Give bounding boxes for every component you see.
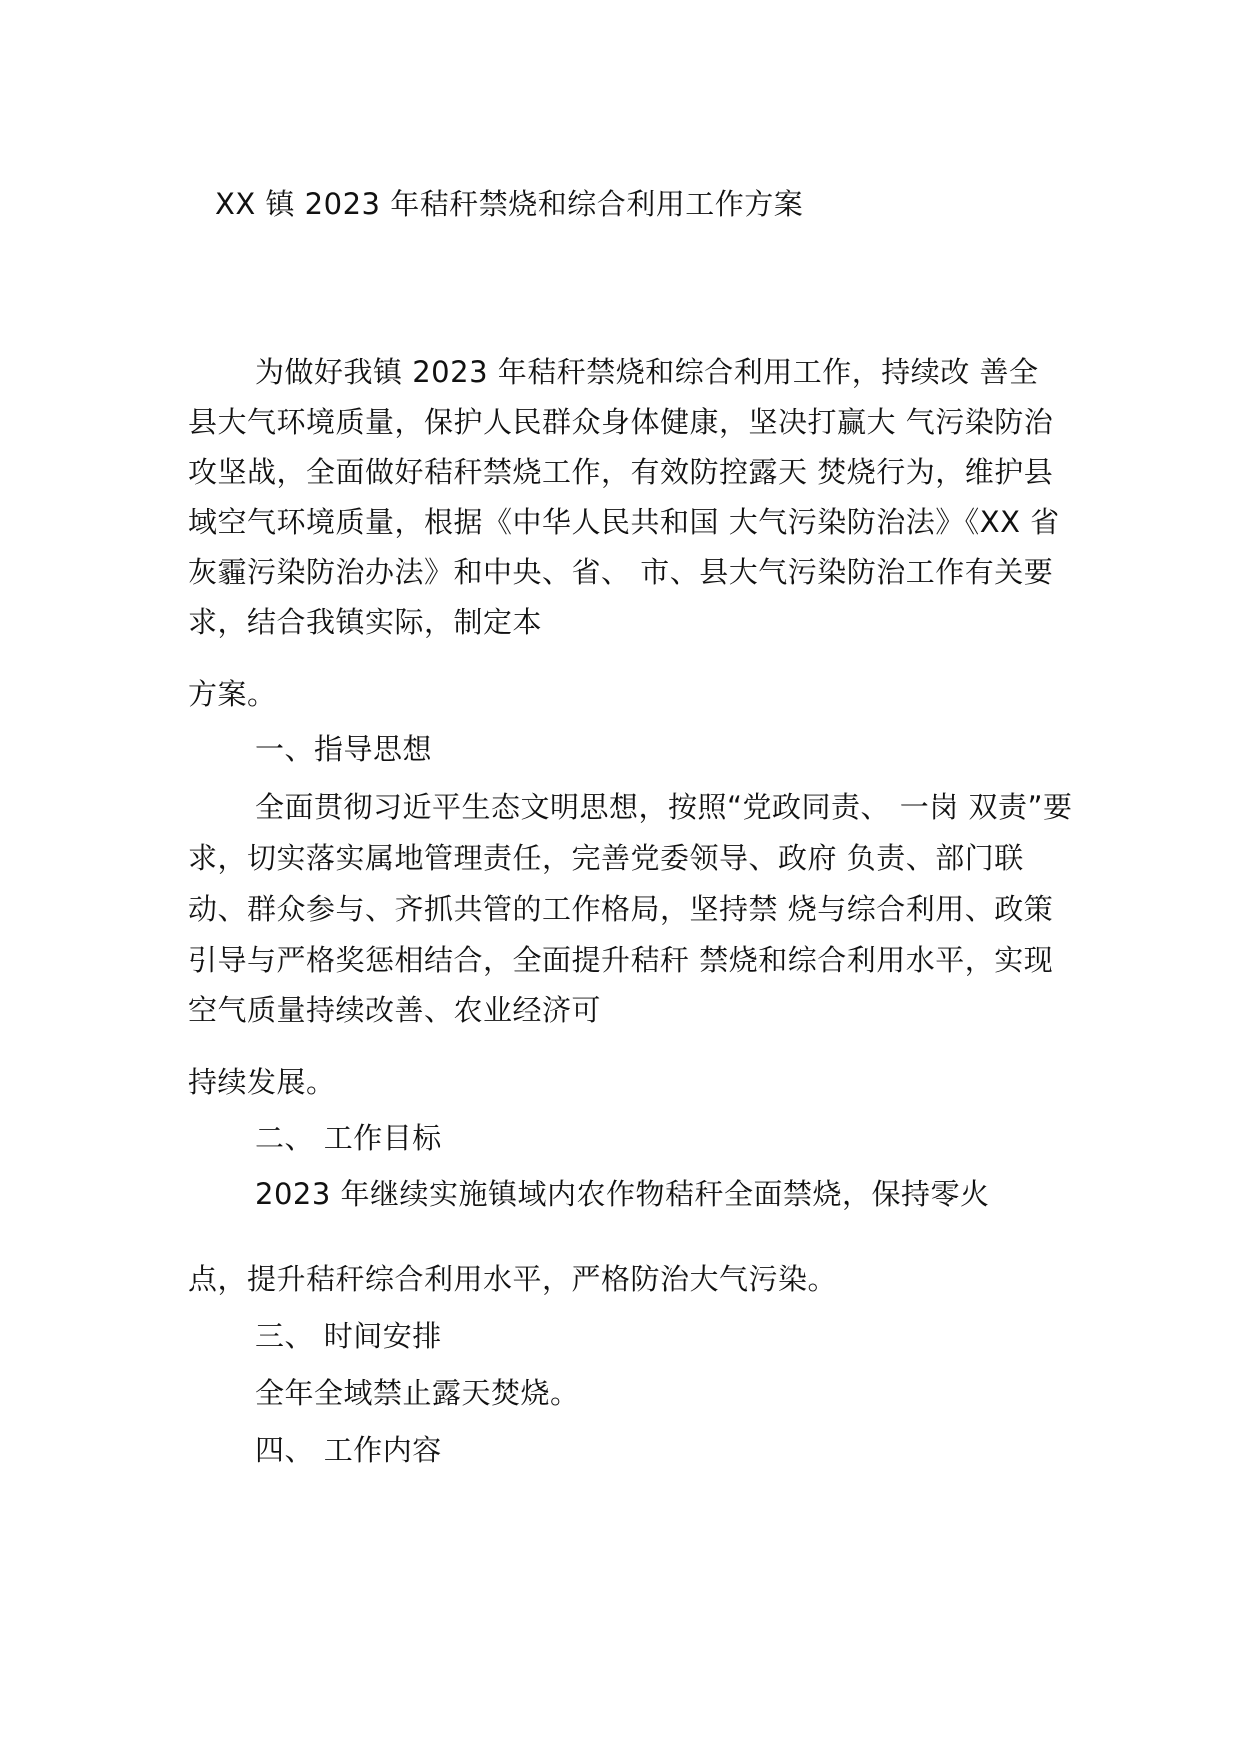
paragraph-line: 方案。 xyxy=(188,677,277,711)
paragraph-line: 攻坚战，全面做好秸秆禁烧工作，有效防控露天 焚烧行为，维护县 xyxy=(188,455,1054,489)
paragraph-line: 求，结合我镇实际，制定本 xyxy=(188,605,543,639)
paragraph-line: 空气质量持续改善、农业经济可 xyxy=(188,993,602,1027)
paragraph-line: 动、群众参与、齐抓共管的工作格局，坚持禁 烧与综合利用、政策 xyxy=(188,892,1054,926)
section-heading-2: 二、 工作目标 xyxy=(255,1121,442,1155)
paragraph-line: 持续发展。 xyxy=(188,1065,336,1099)
paragraph-line: 全面贯彻习近平生态文明思想，按照“党政同责、 一岗 双责”要 xyxy=(255,790,1073,824)
paragraph-line: 2023 年继续实施镇域内农作物秸秆全面禁烧，保持零火 xyxy=(255,1177,990,1211)
section-heading-1: 一、指导思想 xyxy=(255,732,433,766)
paragraph-line: 全年全域禁止露天焚烧。 xyxy=(255,1376,580,1410)
paragraph-line: 为做好我镇 2023 年秸秆禁烧和综合利用工作，持续改 善全 xyxy=(255,355,1039,389)
paragraph-line: 灰霾污染防治办法》和中央、省、 市、县大气污染防治工作有关要 xyxy=(188,555,1054,589)
paragraph-line: 县大气环境质量，保护人民群众身体健康，坚决打赢大 气污染防治 xyxy=(188,405,1054,439)
paragraph-line: 引导与严格奖惩相结合，全面提升秸秆 禁烧和综合利用水平，实现 xyxy=(188,943,1054,977)
section-heading-3: 三、 时间安排 xyxy=(255,1319,442,1353)
paragraph-line: 点，提升秸秆综合利用水平，严格防治大气污染。 xyxy=(188,1262,838,1296)
section-heading-4: 四、 工作内容 xyxy=(255,1433,442,1467)
paragraph-line: 求，切实落实属地管理责任，完善党委领导、政府 负责、部门联 xyxy=(188,841,1024,875)
document-title: XX 镇 2023 年秸秆禁烧和综合利用工作方案 xyxy=(215,187,804,221)
paragraph-line: 域空气环境质量，根据《中华人民共和国 大气污染防治法》《XX 省 xyxy=(188,505,1060,539)
